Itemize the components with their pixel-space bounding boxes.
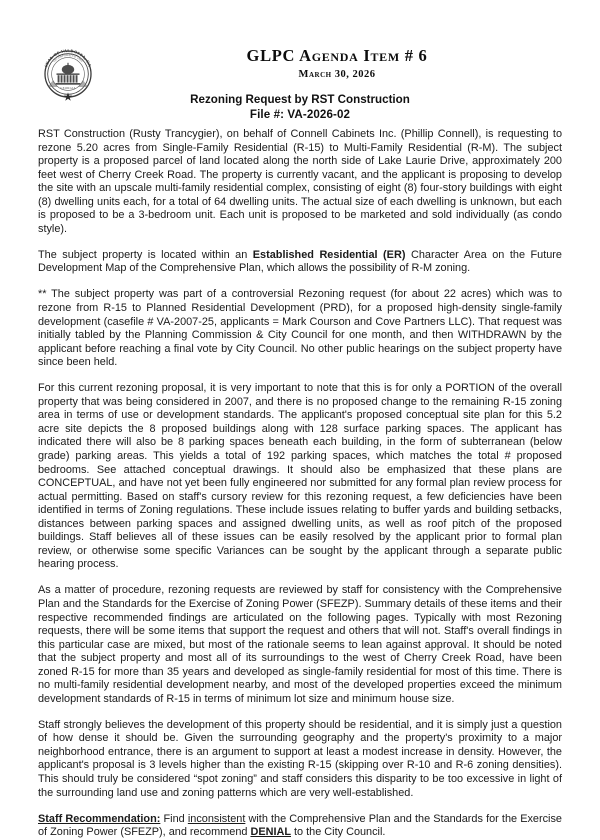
paragraph-text: The subject property is located within an: [38, 248, 253, 261]
paragraph-current-proposal: [38, 382, 562, 572]
file-number: File #: VA-2026-02: [249, 108, 351, 122]
svg-text:GEORGIA: GEORGIA: [60, 86, 76, 91]
paragraph-text: Character Area on the Future Development Map of the Comprehensive Plan, which allows the possibility of R-M zoning.: [38, 248, 562, 275]
svg-text:SEAL OF VALDOSTA, GA: SEAL OF VALDOSTA, GA: [43, 47, 93, 68]
paragraph-text: Find: [160, 812, 188, 825]
title-block: [110, 47, 564, 80]
request-subtitle: Rezoning Request by RST Construction: [190, 93, 410, 106]
paragraph-staff-recommendation: [38, 813, 562, 840]
emphasis-inconsistent: inconsistent: [187, 812, 246, 825]
emphasis-denial: DENIAL: [250, 826, 291, 839]
paragraph-text: RST Construction (Rusty Trancygier), on behalf of Connell Cabinets Inc. (Phillip Connell), is requesting to rezone 5.20 acres from Single-Family Residential (R-15) to Multi-Family Residential (R-M). The subject property is a proposed parcel of land located along the north side of Lake Laurie Drive, approximately 200 feet west of Cherry Creek Road. The property is currently vacant, and the applicant is proposing to develop the site with an upscale multi-family residential complex, consisting of eight (8) four-story buildings with eight (8) dwelling units each, for a total of 64 dwelling units. The actual size of each dwelling is unknown, but each is proposed to be a 3-bedroom unit. Each unit is proposed to be marketed and sold individually (as condo style).: [38, 128, 562, 235]
paragraph-text: ** The subject property was part of a controversial Rezoning request (for about 22 acres) which was to rezone from R-15 to Planned Residential Development (PRD), for a proposed high-density single-family development (casefile # VA-2007-25, applicants = Mark Courson and Cove Partners LLC). That request was initially tabled by the Planning Commission & City Council for one month, and then WITHDRAWN by the applicant before reaching a final vote by City Council. No other public hearings on the subject property have since been held.: [38, 288, 562, 369]
paragraph-text: For this current rezoning proposal, it is very important to note that this is for only a PORTION of the overall property that was being considered in 2007, and there is no proposed change to the remaining R-15 zoning area in terms of use or development standards. The applicant's proposed conceptual site plan for this 5.2 acre site depicts the 8 proposed buildings along with 128 surface parking spaces. The applicant has indicated there will also be 8 parking spaces beneath each building, in the form of subterranean (below grade) parking areas. This yields a total of 192 parking spaces, which matches the total # proposed bedrooms. See attached conceptual drawings. It should also be emphasized that these plans are CONCEPTUAL, and have not yet been fully engineered nor submitted for any formal plan review process for actual permitting. Based on staff's cursory review for this rezoning request, a few deficiencies have been identified in terms of Zoning regulations. These include issues relating to buffer yards and building setbacks, distances between parking spaces and assigned dwelling units, as well as roof pitch of the proposed buildings. Staff believes all of these issues can be easily resolved by the applicant prior to formal plan review, or otherwise some specific Variances can be sought by the applicant through a separate public hearing process.: [38, 382, 562, 571]
paragraph-history-footnote: [38, 288, 562, 369]
paragraph-text: Staff strongly believes the development of this property should be residential, and it is simply just a question of how dense it should be. Given the surrounding geography and the property's proximity to a major neighborhood entrance, there is an argument to support at least a modest increase in density. However, the applicant's proposal is 3 levels higher than the existing R-15 (skipping over R-10 and R-6 zoning densities). This should truly be considered “spot zoning” and staff considers this disparity to be too excessive in light of the surrounding land use and zoning patterns which are very well-established.: [38, 718, 562, 799]
paragraph-text: As a matter of procedure, rezoning requests are reviewed by staff for consistency with the Comprehensive Plan and the Standards for the Exercise of Zoning Power (SFEZP). Summary details of these items and their respective recommended findings are articulated on the following pages. Typically with most Rezoning requests, there will be some items that support the request and others that will not. Staff's overall findings in this particular case are mixed, but most of the rationale seems to lean against approval. It should be noted that the subject property and most all of its surroundings to the west of Cherry Creek Road, have been zoned R-15 for more than 35 years and developed as single-family residential for most of this time. There is no multi-family residential development nearby, and most of the developed properties exceed the minimum development standards of R-15 in terms of minimum lot size and minimum house size.: [38, 584, 562, 705]
paragraph-text: with the Comprehensive Plan and the Standards for the Exercise of Zoning Power (SFEZP), and recommend: [38, 812, 562, 839]
paragraph-character-area: [38, 249, 562, 276]
page-title: GLPC Agenda Item # 6: [246, 46, 428, 65]
paragraph-density-analysis: [38, 719, 562, 800]
svg-text:INCORPORATED 1860: INCORPORATED 1860: [52, 53, 84, 63]
paragraph-request-summary: [38, 128, 562, 236]
document-header: [0, 0, 600, 122]
subtitle-block: [36, 92, 564, 123]
agenda-date: March 30, 2026: [298, 68, 376, 80]
paragraph-text: to the City Council.: [291, 826, 386, 839]
paragraph-procedure: [38, 584, 562, 706]
staff-recommendation-label: Staff Recommendation:: [38, 812, 161, 825]
emphasis-established-residential: Established Residential (ER): [252, 248, 406, 261]
document-body: [38, 128, 562, 840]
